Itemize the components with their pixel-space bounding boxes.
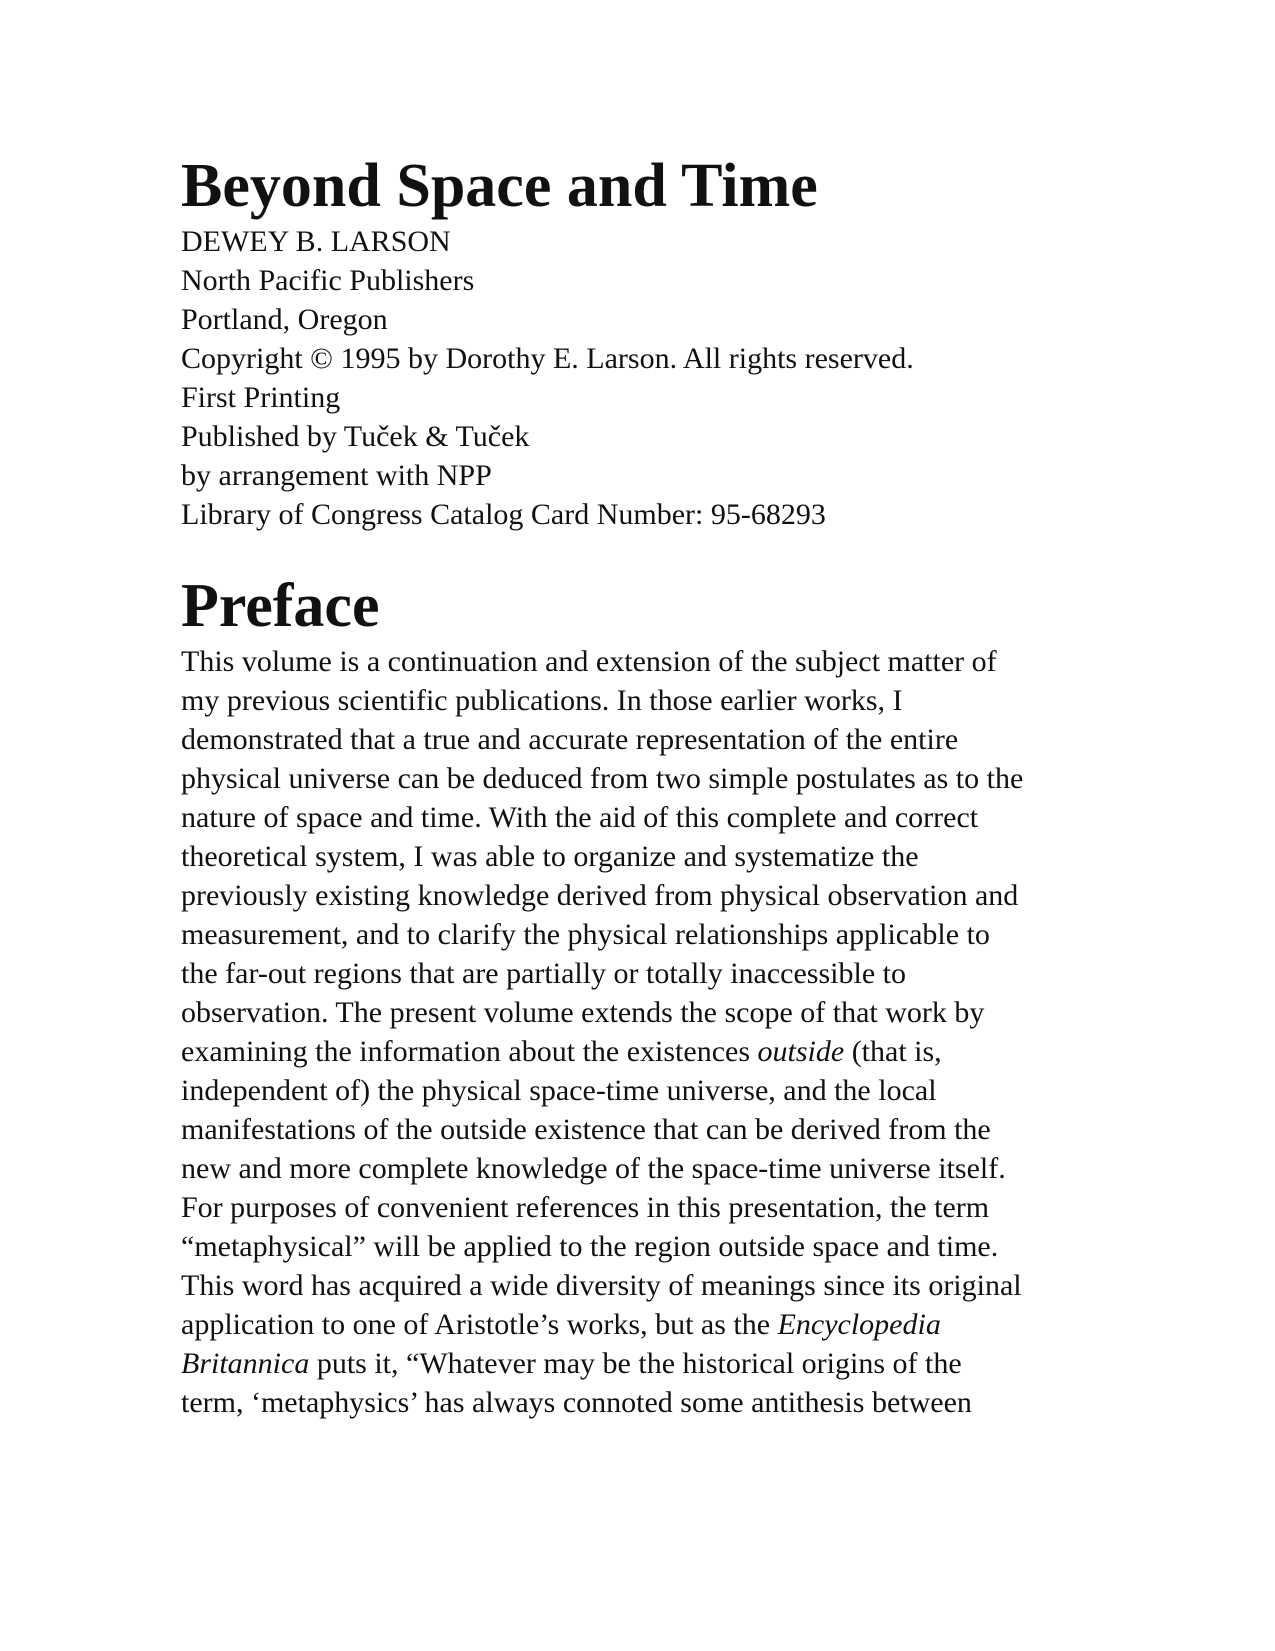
preface-line: term, ‘metaphysics’ has always connoted some antithesis between — [181, 1386, 972, 1419]
italic-term: outside — [757, 1035, 845, 1068]
book-title: Beyond Space and Time — [181, 152, 818, 220]
author-name: DEWEY B. LARSON — [181, 225, 451, 258]
preface-heading: Preface — [181, 572, 380, 640]
preface-line-text: (that is, — [844, 1035, 942, 1068]
published-by: Published by Tuček & Tuček — [181, 420, 530, 453]
italic-term: Encyclopedia — [777, 1308, 941, 1341]
preface-line: manifestations of the outside existence that can be derived from the — [181, 1113, 991, 1146]
preface-line: the far-out regions that are partially or totally inaccessible to — [181, 957, 906, 990]
preface-line: This word has acquired a wide diversity of meanings since its original — [181, 1269, 1022, 1302]
publication-info — [181, 222, 1121, 534]
preface-line: independent of) the physical space-time universe, and the local — [181, 1074, 937, 1107]
preface-line: measurement, and to clarify the physical relationships applicable to — [181, 918, 990, 951]
preface-line — [181, 1032, 1121, 1071]
preface-line: demonstrated that a true and accurate representation of the entire — [181, 723, 959, 756]
preface-line: my previous scientific publications. In those earlier works, I — [181, 684, 903, 717]
preface-line: observation. The present volume extends the scope of that work by — [181, 996, 985, 1029]
preface-line — [181, 1344, 1121, 1383]
preface-line: This volume is a continuation and extension of the subject matter of — [181, 645, 997, 678]
copyright-notice: Copyright © 1995 by Dorothy E. Larson. All rights reserved. — [181, 342, 914, 375]
preface-line: nature of space and time. With the aid of this complete and correct — [181, 801, 979, 834]
publisher-location: Portland, Oregon — [181, 303, 388, 336]
preface-line-text: examining the information about the existences — [181, 1035, 758, 1068]
italic-term: Britannica — [181, 1347, 310, 1380]
catalog-number: Library of Congress Catalog Card Number: 95-68293 — [181, 498, 826, 531]
preface-line: theoretical system, I was able to organize and systematize the — [181, 840, 919, 873]
preface-line-text: application to one of Aristotle’s works, but as the — [181, 1308, 778, 1341]
arrangement-note: by arrangement with NPP — [181, 459, 492, 492]
publisher-name: North Pacific Publishers — [181, 264, 475, 297]
preface-line: previously existing knowledge derived from physical observation and — [181, 879, 1019, 912]
preface-line-text: puts it, “Whatever may be the historical origins of the — [309, 1347, 962, 1380]
preface-body — [181, 642, 1121, 1422]
preface-line — [181, 1305, 1121, 1344]
printing-info: First Printing — [181, 381, 341, 414]
preface-line: “metaphysical” will be applied to the region outside space and time. — [181, 1230, 999, 1263]
preface-line: new and more complete knowledge of the space-time universe itself. — [181, 1152, 1006, 1185]
preface-line: For purposes of convenient references in this presentation, the term — [181, 1191, 990, 1224]
document-page — [181, 150, 1121, 1422]
preface-line: physical universe can be deduced from two simple postulates as to the — [181, 762, 1024, 795]
